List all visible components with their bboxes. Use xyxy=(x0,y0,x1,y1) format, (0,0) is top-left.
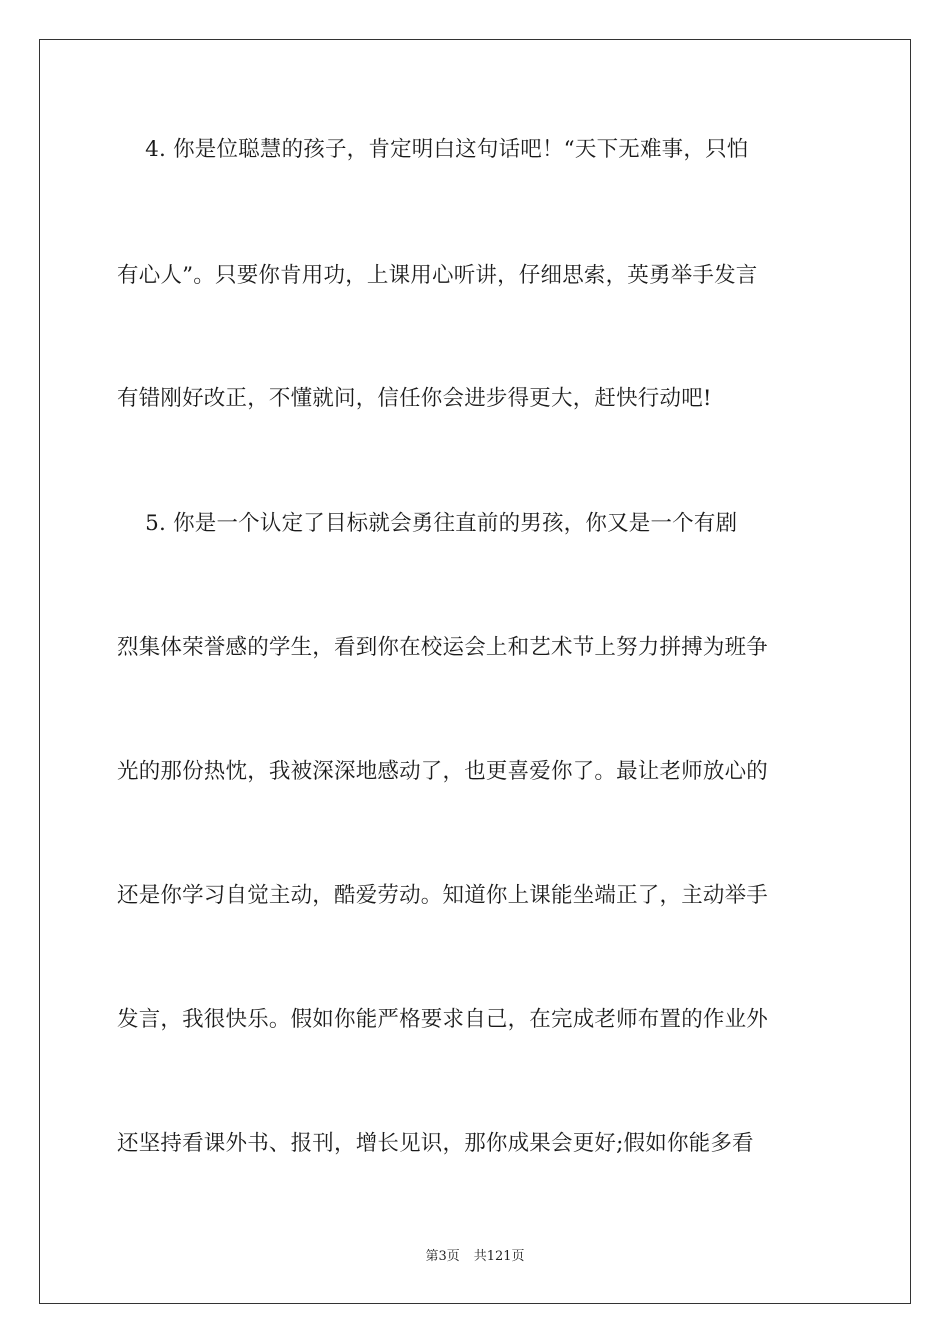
text-line: 烈集体荣誉感的学生，看到你在校运会上和艺术节上努力拼搏为班争 xyxy=(117,635,769,660)
page-border xyxy=(39,39,911,1304)
text-line: 发言，我很快乐。假如你能严格要求自己，在完成老师布置的作业外 xyxy=(117,1007,769,1032)
text-line: 有心人”。只要你肯用功，上课用心听讲，仔细思索，英勇举手发言 xyxy=(117,263,758,288)
text-line: 还坚持看课外书、报刊，增长见识，那你成果会更好;假如你能多看 xyxy=(117,1131,754,1156)
page-footer xyxy=(0,1248,950,1266)
text-line: 光的那份热忱，我被深深地感动了，也更喜爱你了。最让老师放心的 xyxy=(117,759,769,784)
text-line: 4. 你是位聪慧的孩子，肯定明白这句话吧！“天下无难事，只怕 xyxy=(117,137,749,162)
text-line: 还是你学习自觉主动，酷爱劳动。知道你上课能坐端正了，主动举手 xyxy=(117,883,769,908)
text-line: 5. 你是一个认定了目标就会勇往直前的男孩，你又是一个有剧 xyxy=(117,511,738,536)
page-total: 共121页 xyxy=(473,1249,525,1264)
text-line: 有错刚好改正，不懂就问，信任你会进步得更大，赶快行动吧! xyxy=(117,386,712,411)
page-number: 第3页 xyxy=(425,1249,460,1264)
